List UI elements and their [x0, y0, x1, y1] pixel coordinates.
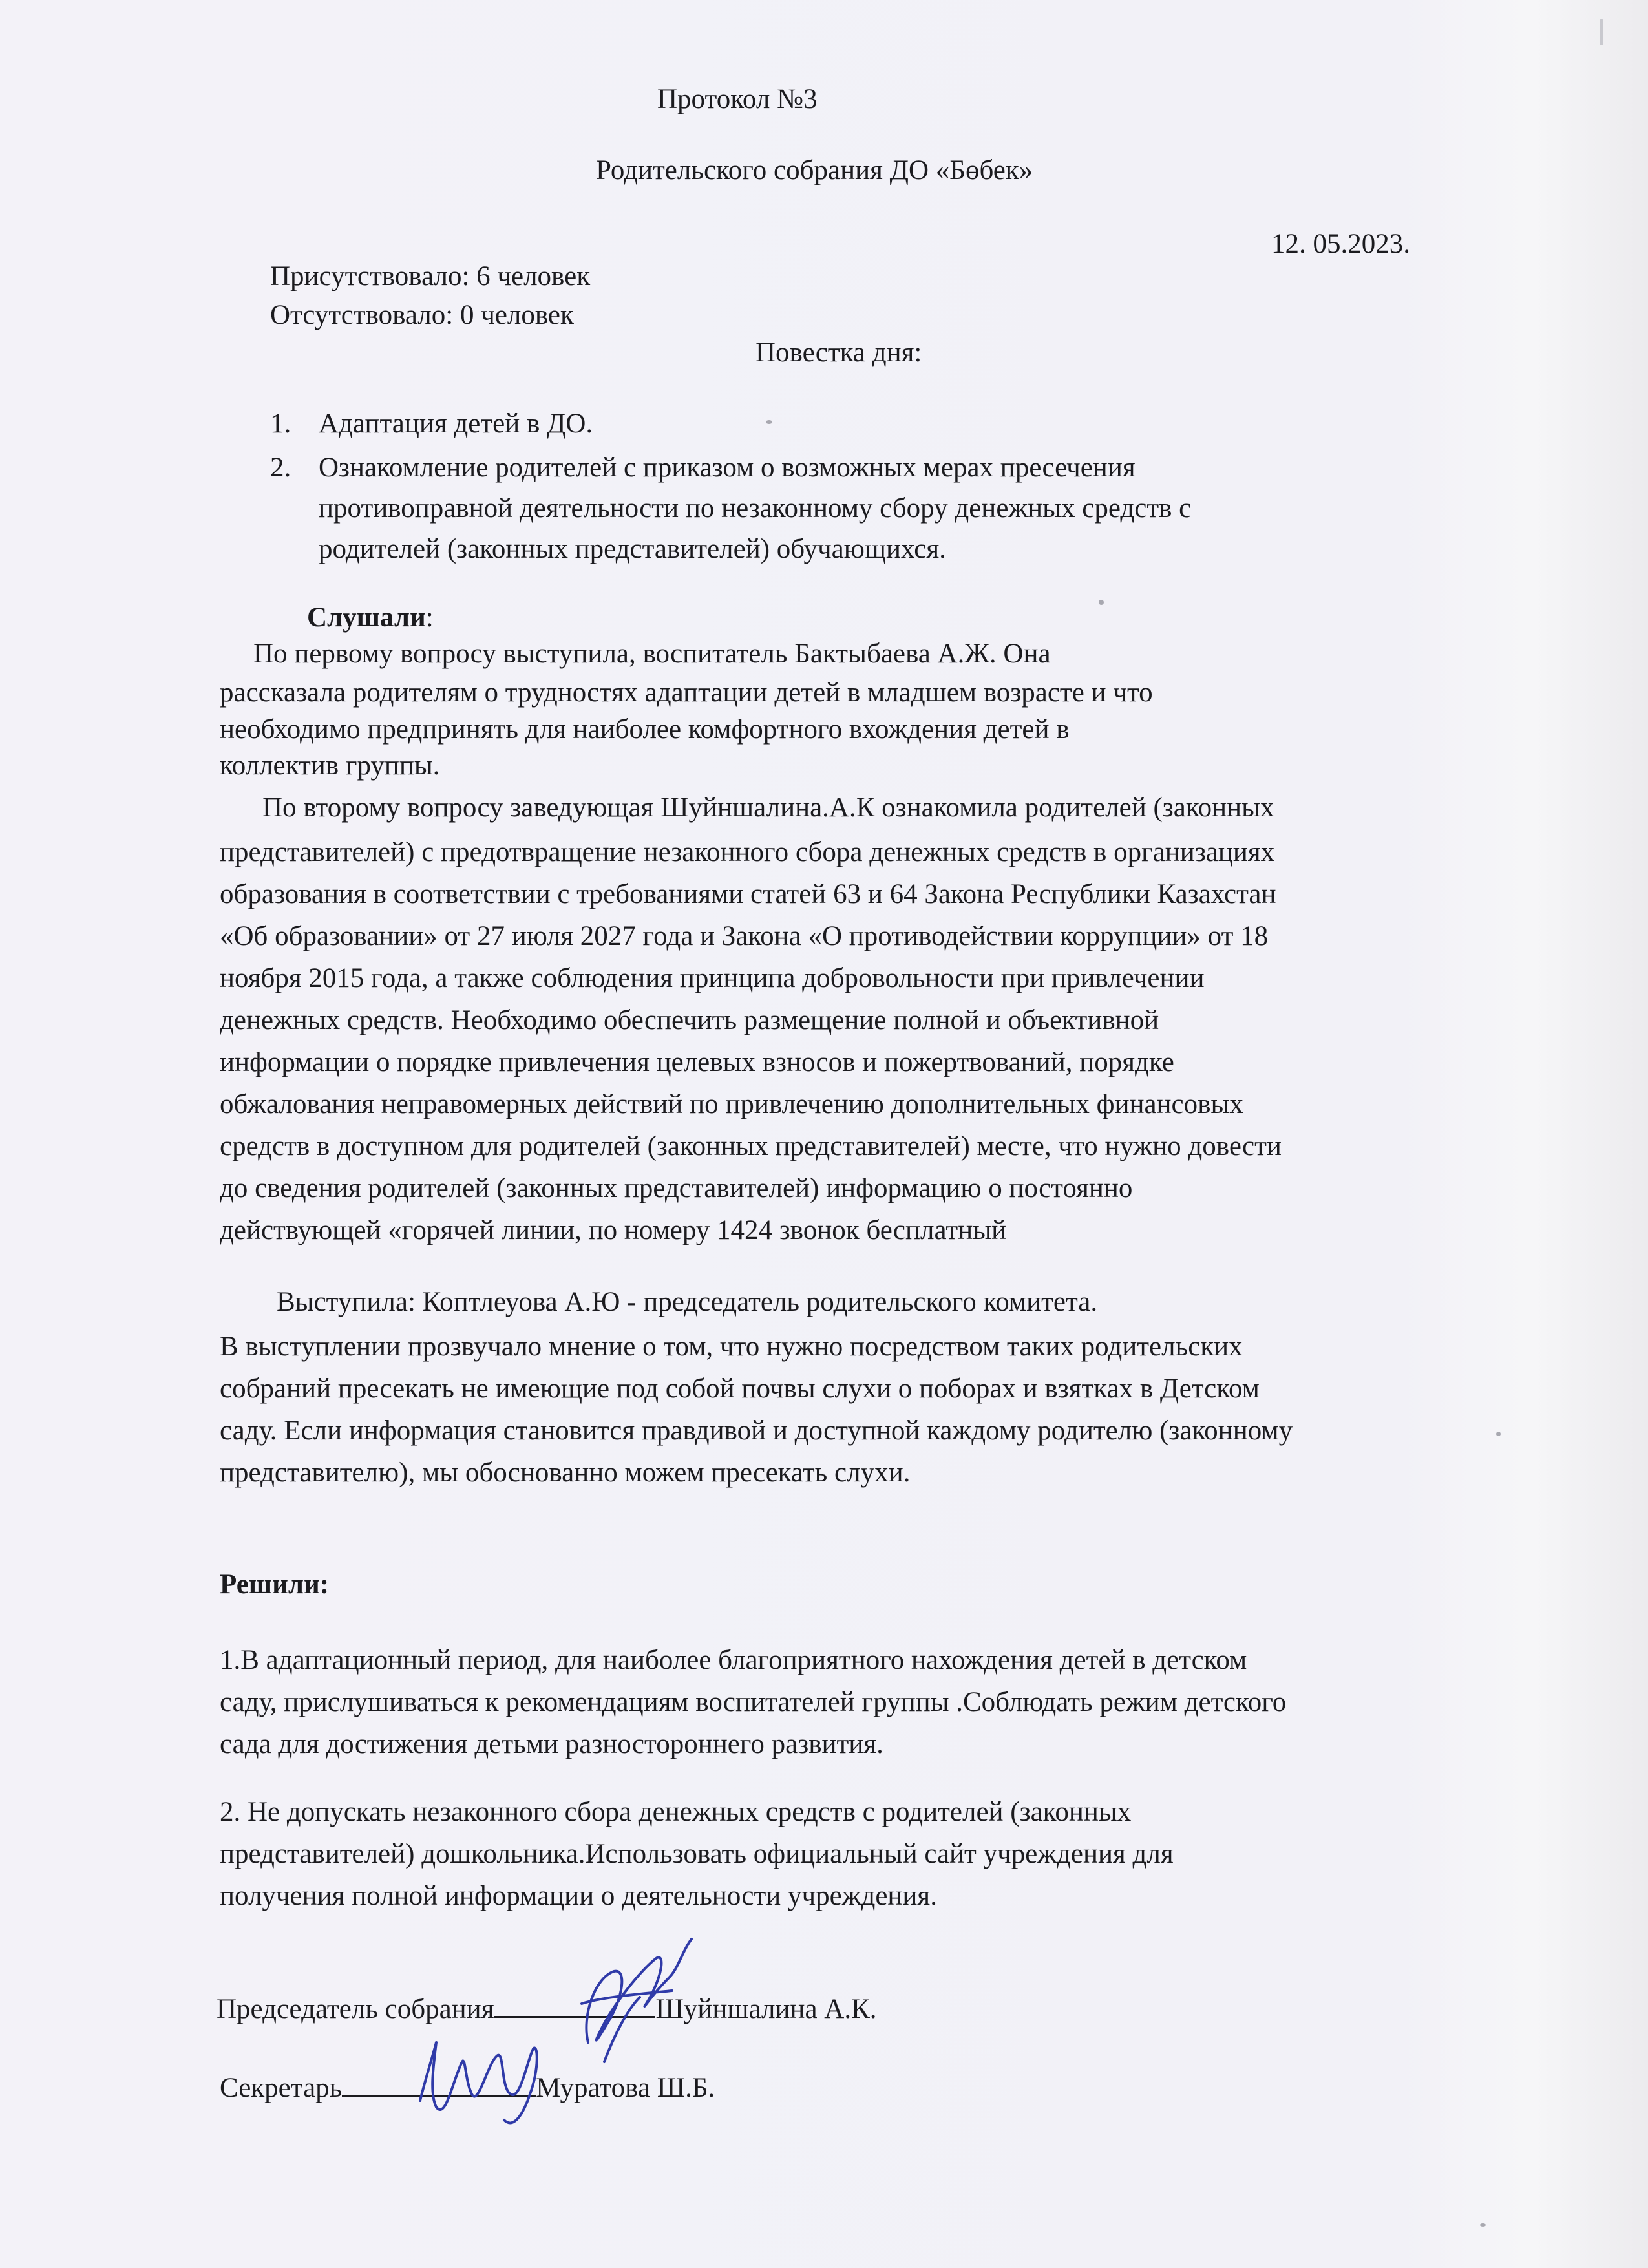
paragraph-line: необходимо предпринять для наиболее комфортного вхождения детей в	[220, 714, 1070, 745]
secretary-role: Секретарь	[220, 2073, 343, 2103]
agenda-heading: Повестка дня:	[755, 337, 922, 368]
scan-speck	[1480, 2223, 1486, 2227]
paragraph-line: коллектив группы.	[220, 750, 440, 781]
protocol-subtitle: Родительского собрания ДО «Бөбек»	[596, 155, 1033, 185]
attendance-absent: Отсутствовало: 0 человек	[270, 300, 574, 330]
agenda-item-text: родителей (законных представителей) обучающихся.	[319, 534, 946, 564]
agenda-item-text: Адаптация детей в ДО.	[319, 408, 593, 439]
paragraph-line: информации о порядке привлечения целевых взносов и пожертвований, порядке	[220, 1047, 1174, 1077]
decision-line: сада для достижения детьми разностороннего развития.	[220, 1729, 883, 1759]
protocol-title: Протокол №3	[657, 84, 818, 114]
attendance-present: Присутствовало: 6 человек	[270, 261, 591, 291]
agenda-item-text: Ознакомление родителей с приказом о возможных мерах пресечения	[319, 452, 1136, 483]
scan-speck	[1496, 1432, 1501, 1436]
paragraph-line: рассказала родителям о трудностях адаптации детей в младшем возрасте и что	[220, 677, 1153, 708]
paragraph-line: представителю), мы обоснованно можем пресекать слухи.	[220, 1457, 911, 1488]
chair-role: Председатель собрания	[217, 1994, 494, 2024]
decision-line: 2. Не допускать незаконного сбора денежных средств с родителей (законных	[220, 1797, 1132, 1827]
agenda-item-text: противоправной деятельности по незаконному сбору денежных средств с	[319, 493, 1192, 524]
listened-heading-label: Слушали	[307, 602, 426, 633]
agenda-item-number: 2.	[270, 452, 291, 483]
scan-speck	[1099, 600, 1104, 605]
paragraph-line: представителей) с предотвращение незаконного сбора денежных средств в организациях	[220, 837, 1275, 867]
paragraph-line: собраний пресекать не имеющие под собой почвы слухи о поборах и взятках в Детском	[220, 1373, 1260, 1404]
secretary-handwritten-signature	[401, 2023, 569, 2133]
scan-speck	[766, 420, 772, 424]
secretary-name: Муратова Ш.Б.	[536, 2073, 715, 2103]
decision-line: представителей) дошкольника.Использовать официальный сайт учреждения для	[220, 1839, 1174, 1869]
protocol-date: 12. 05.2023.	[1271, 229, 1410, 259]
listened-heading	[307, 602, 434, 633]
decided-heading: Решили:	[220, 1569, 330, 1600]
paragraph-line: образования в соответствии с требованиями статей 63 и 64 Закона Республики Казахстан	[220, 879, 1276, 909]
scan-edge-mark	[1600, 19, 1603, 45]
paragraph-line: до сведения родителей (законных представителей) информацию о постоянно	[220, 1173, 1133, 1203]
agenda-item-number: 1.	[270, 408, 291, 439]
paragraph-line: обжалования неправомерных действий по привлечению дополнительных финансовых	[220, 1089, 1243, 1119]
paragraph-line: саду. Если информация становится правдивой и доступной каждому родителю (законному	[220, 1415, 1293, 1446]
paragraph-line: По первому вопросу выступила, воспитатель Бактыбаева А.Ж. Она	[253, 639, 1051, 669]
decision-line: 1.В адаптационный период, для наиболее благоприятного нахождения детей в детском	[220, 1645, 1247, 1675]
listened-heading-colon: :	[425, 602, 434, 633]
speaker-line: Выступила: Коптлеуова А.Ю - председатель родительского комитета.	[277, 1287, 1098, 1317]
paragraph-line: «Об образовании» от 27 июля 2027 года и Закона «О противодействии коррупции» от 18	[220, 921, 1269, 951]
decision-line: саду, прислушиваться к рекомендациям воспитателей группы .Соблюдать режим детского	[220, 1687, 1287, 1717]
chair-name: Шуйншалина А.К.	[655, 1994, 877, 2024]
paragraph-line: ноября 2015 года, а также соблюдения принципа добровольности при привлечении	[220, 963, 1205, 993]
paragraph-line: По второму вопросу заведующая Шуйншалина.А.К ознакомила родителей (законных	[262, 792, 1274, 823]
paragraph-line: В выступлении прозвучало мнение о том, что нужно посредством таких родительских	[220, 1331, 1243, 1362]
paragraph-line: средств в доступном для родителей (законных представителей) месте, что нужно довести	[220, 1131, 1282, 1161]
decision-line: получения полной информации о деятельности учреждения.	[220, 1881, 937, 1911]
paragraph-line: денежных средств. Необходимо обеспечить размещение полной и объективной	[220, 1005, 1159, 1035]
paragraph-line: действующей «горячей линии, по номеру 1424 звонок бесплатный	[220, 1215, 1007, 1245]
